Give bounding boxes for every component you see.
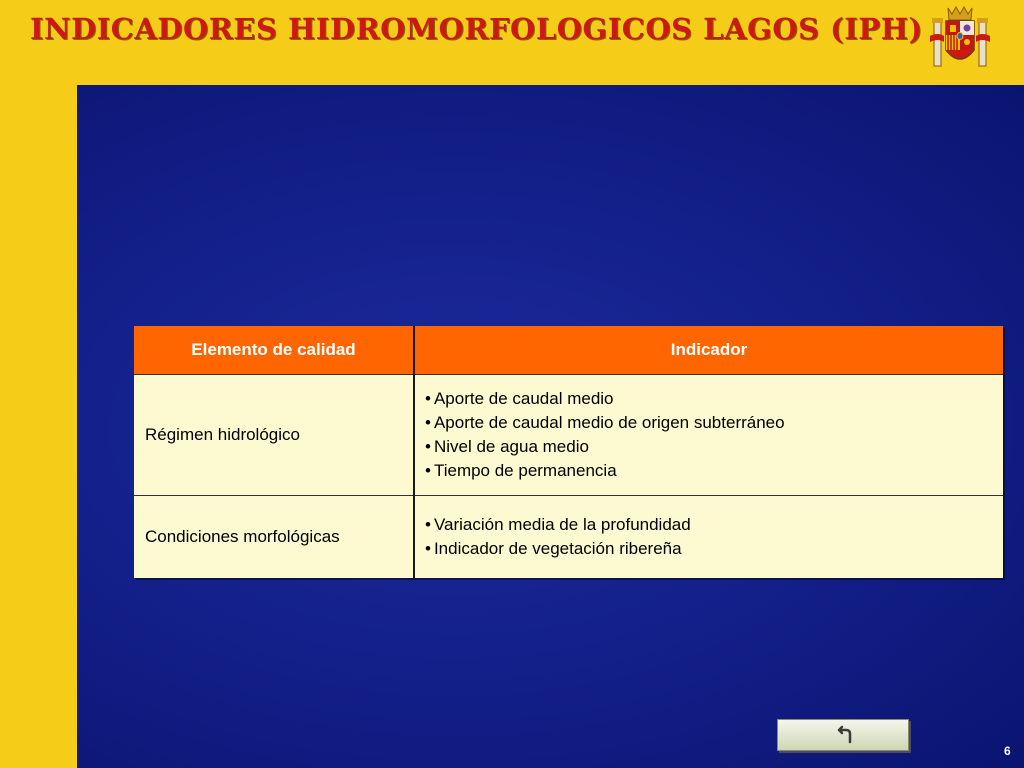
table-header-row xyxy=(134,326,1003,375)
list-item: • Aporte de caudal medio de origen subterráneo xyxy=(425,411,1003,435)
element-cell: Régimen hidrológico xyxy=(134,375,414,496)
return-button[interactable] xyxy=(777,719,909,751)
page-number: 6 xyxy=(1004,744,1011,758)
list-item: • Variación media de la profundidad xyxy=(425,513,1003,537)
indicator-cell xyxy=(414,375,1003,496)
list-item: • Aporte de caudal medio xyxy=(425,387,1003,411)
spain-coat-of-arms-icon xyxy=(924,2,996,74)
slide-title: INDICADORES HIDROMORFOLOGICOS LAGOS (IPH) xyxy=(30,12,923,46)
element-cell: Condiciones morfológicas xyxy=(134,496,414,579)
column-header-element: Elemento de calidad xyxy=(134,326,414,375)
list-item: • Nivel de agua medio xyxy=(425,435,1003,459)
table-row xyxy=(134,375,1003,496)
list-item: • Tiempo de permanencia xyxy=(425,459,1003,483)
list-item: • Indicador de vegetación ribereña xyxy=(425,537,1003,561)
table-row xyxy=(134,496,1003,579)
indicator-cell xyxy=(414,496,1003,579)
indicator-list xyxy=(425,387,1003,483)
column-header-indicator: Indicador xyxy=(414,326,1003,375)
quality-elements-table xyxy=(134,326,1003,578)
return-arrow-icon xyxy=(832,725,854,745)
indicator-list xyxy=(425,513,1003,561)
